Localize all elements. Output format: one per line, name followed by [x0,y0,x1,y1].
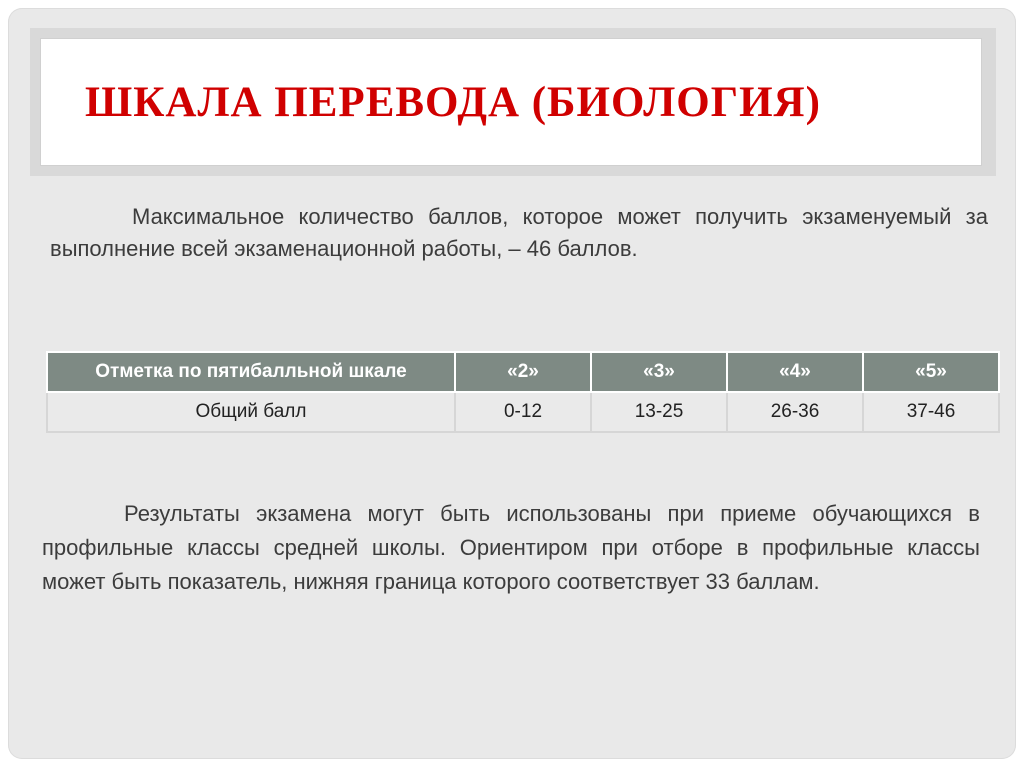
score-range-grade-2: 0-12 [455,392,591,432]
header-cell-grade-3: «3» [591,352,727,392]
slide [8,8,1016,759]
header-cell-grade-2: «2» [455,352,591,392]
header-cell-grade-5: «5» [863,352,999,392]
title-box [40,38,982,166]
table-row [47,392,999,432]
table-header-row [47,352,999,392]
row-label-total-score: Общий балл [47,392,455,432]
score-range-grade-4: 26-36 [727,392,863,432]
max-score-text: Максимальное количество баллов, которое может получить экзаменуемый за выполнение всей экзаменационной работы, – 46 баллов. [50,204,988,261]
results-text: Результаты экзамена могут быть использованы при приеме обучающихся в профильные классы средней школы. Ориентиром при отборе в профильные классы может быть показатель, нижняя граница которого соответствует 33 баллам. [42,501,980,594]
score-range-grade-3: 13-25 [591,392,727,432]
header-cell-grade-4: «4» [727,352,863,392]
header-cell-grade-scale: Отметка по пятибалльной шкале [47,352,455,392]
score-range-grade-5: 37-46 [863,392,999,432]
slide-title: ШКАЛА ПЕРЕВОДА (БИОЛОГИЯ) [85,78,821,126]
results-paragraph [42,497,980,599]
max-score-paragraph [50,201,988,265]
grade-scale-table [46,351,1000,433]
